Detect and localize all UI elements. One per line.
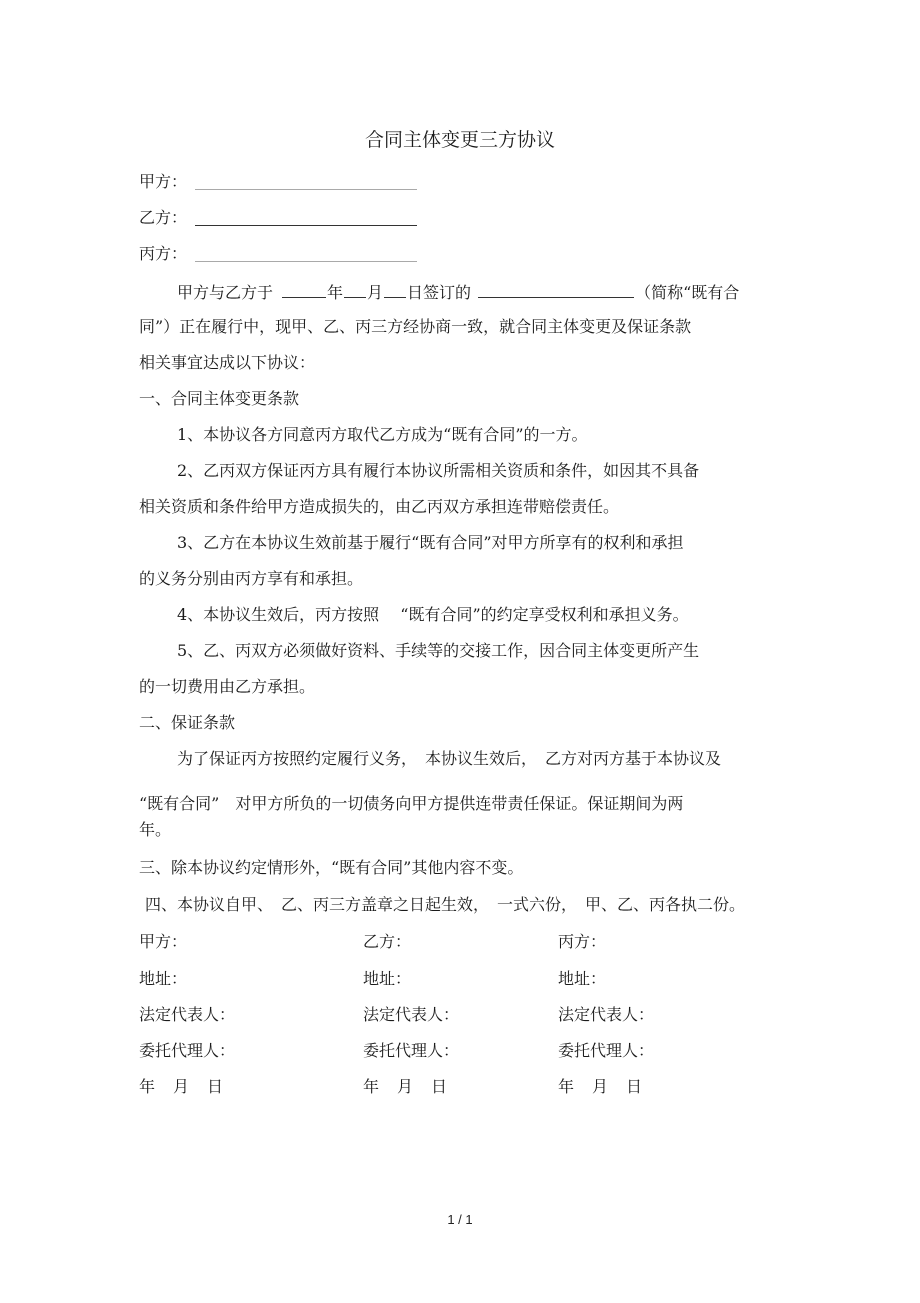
section-2-para-line-2: “既有合同” 对甲方所负的一切债务向甲方提供连带责任保证。保证期间为两 (139, 794, 684, 813)
intro-text-a: 甲方与乙方于 (177, 283, 274, 302)
party-a-blank (195, 189, 417, 190)
section-1-item-3-line-2: 的义务分别由丙方享有和承担。 (139, 569, 364, 588)
document-title: 合同主体变更三方协议 (364, 129, 555, 151)
section-2-heading: 二、保证条款 (139, 713, 236, 732)
sig-b-agent: 委托代理人： (363, 1041, 460, 1060)
section-1-heading: 一、合同主体变更条款 (139, 389, 300, 408)
party-a-label: 甲方： (139, 172, 188, 191)
intro-month: 月 (367, 283, 384, 302)
intro-line-1 (177, 281, 739, 303)
sig-b-party: 乙方： (363, 932, 412, 951)
party-c-blank (195, 261, 417, 262)
section-1-item-5-line-2: 的一切费用由乙方承担。 (139, 677, 316, 696)
month-blank (344, 281, 366, 298)
intro-day-signed: 日签订的 (407, 283, 472, 302)
sig-b-year: 年 (363, 1077, 380, 1096)
sig-c-year: 年 (558, 1077, 575, 1096)
sig-b-legal-rep: 法定代表人： (363, 1005, 460, 1024)
sig-a-year: 年 (139, 1077, 156, 1096)
party-b-label: 乙方： (139, 208, 188, 227)
sig-b-date (363, 1077, 447, 1097)
party-b-blank (195, 225, 417, 226)
party-c-label: 丙方： (139, 244, 188, 263)
sig-b-month: 月 (397, 1077, 414, 1096)
sig-b-day: 日 (431, 1077, 448, 1096)
day-blank (384, 281, 406, 298)
sig-a-party: 甲方： (139, 932, 188, 951)
intro-line-2: 同”）正在履行中，现甲、乙、丙三方经协商一致，就合同主体变更及保证条款 (139, 317, 692, 336)
sig-a-agent: 委托代理人： (139, 1041, 236, 1060)
sig-a-legal-rep: 法定代表人： (139, 1005, 236, 1024)
intro-text-b: （简称“既有合 (635, 283, 740, 302)
intro-year: 年 (327, 283, 344, 302)
sig-a-date (139, 1077, 223, 1097)
sig-a-day: 日 (207, 1077, 224, 1096)
page-number: 1 / 1 (447, 1212, 473, 1227)
intro-line-3: 相关事宜达成以下协议： (139, 353, 316, 372)
sig-c-day: 日 (626, 1077, 643, 1096)
section-1-item-2-line-2: 相关资质和条件给甲方造成损失的，由乙丙双方承担连带赔偿责任。 (139, 497, 620, 516)
section-2-para-line-1: 为了保证丙方按照约定履行义务， 本协议生效后， 乙方对丙方基于本协议及 (177, 749, 722, 768)
year-blank (282, 281, 326, 298)
section-1-item-1: 1、本协议各方同意丙方取代乙方成为“既有合同”的一方。 (177, 425, 588, 444)
sig-c-address: 地址： (558, 969, 607, 988)
section-1-item-2-line-1: 2、乙丙双方保证丙方具有履行本协议所需相关资质和条件，如因其不具备 (177, 461, 700, 480)
section-1-item-3-line-1: 3、乙方在本协议生效前基于履行“既有合同”对甲方所享有的权利和承担 (177, 533, 684, 552)
section-1-item-5-line-1: 5、乙、丙双方必须做好资料、手续等的交接工作，因合同主体变更所产生 (177, 641, 700, 660)
sig-c-agent: 委托代理人： (558, 1041, 655, 1060)
section-2-para-line-3: 年。 (139, 820, 172, 839)
sig-c-month: 月 (592, 1077, 609, 1096)
sig-a-address: 地址： (139, 969, 188, 988)
sig-c-date (558, 1077, 642, 1097)
section-4-text: 四、本协议自甲、 乙、丙三方盖章之日起生效， 一式六份， 甲、乙、丙各执二份。 (145, 895, 746, 914)
sig-a-month: 月 (173, 1077, 190, 1096)
section-3-text: 三、除本协议约定情形外，“既有合同”其他内容不变。 (139, 858, 524, 877)
section-1-item-4: 4、本协议生效后，丙方按照 “既有合同”的约定享受权利和承担义务。 (177, 605, 689, 624)
contract-name-blank (478, 281, 634, 298)
sig-c-party: 丙方： (558, 932, 607, 951)
sig-b-address: 地址： (363, 969, 412, 988)
sig-c-legal-rep: 法定代表人： (558, 1005, 655, 1024)
